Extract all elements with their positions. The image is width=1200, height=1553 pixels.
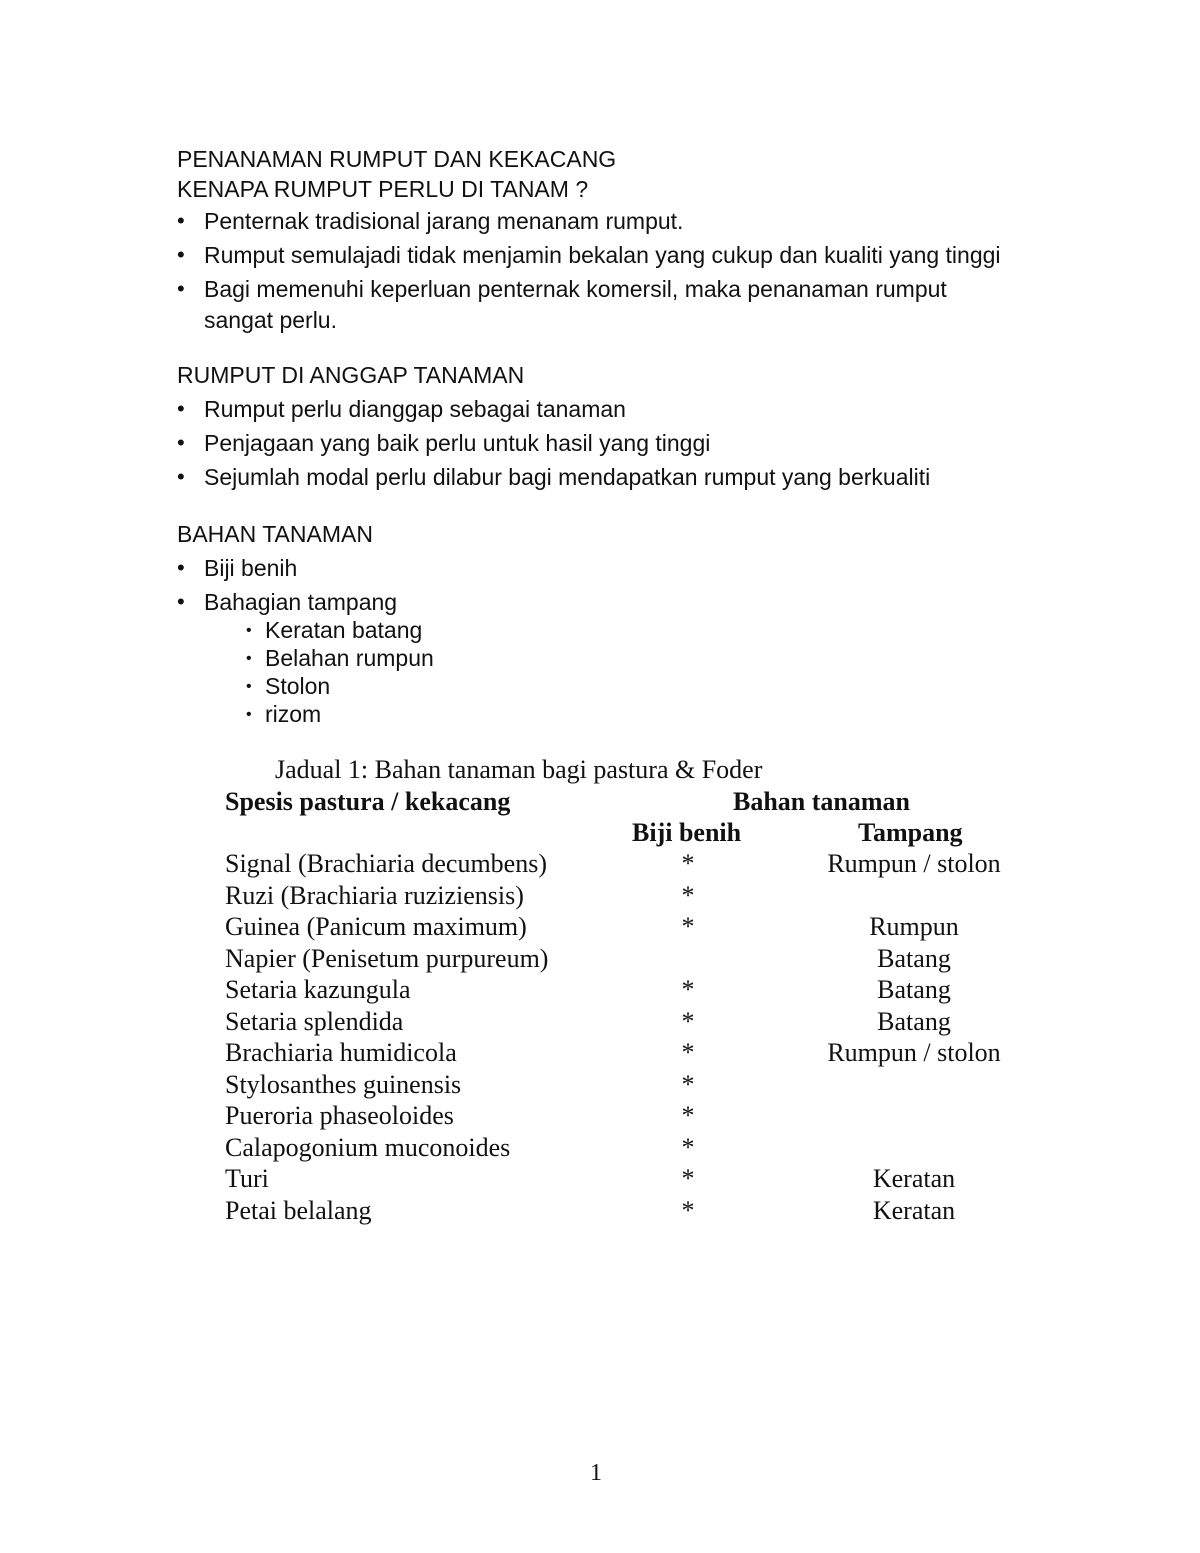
table-cell-seed: * bbox=[681, 849, 695, 878]
heading-title: PENANAMAN RUMPUT DAN KEKACANG bbox=[177, 146, 617, 172]
table-cell-species: Signal (Brachiaria decumbens) bbox=[225, 849, 547, 878]
sub-list-item: Belahan rumpun bbox=[265, 645, 434, 671]
table-cell-species: Napier (Penisetum purpureum) bbox=[225, 944, 549, 973]
table-cell-species: Setaria kazungula bbox=[225, 975, 411, 1004]
bullet-icon: • bbox=[177, 464, 185, 489]
list-item: Rumput semulajadi tidak menjamin bekalan yang cukup dan kualiti yang tinggi bbox=[204, 242, 1001, 268]
list-item: Bahagian tampang bbox=[204, 589, 398, 615]
table-caption: Jadual 1: Bahan tanaman bagi pastura & Foder bbox=[275, 755, 763, 784]
list-item: Rumput perlu dianggap sebagai tanaman bbox=[204, 396, 626, 422]
table-cell-cutting: Batang bbox=[877, 944, 951, 973]
table-cell-seed: * bbox=[681, 1196, 695, 1225]
table-cell-cutting: Keratan bbox=[872, 1196, 956, 1225]
bullet-icon: • bbox=[177, 555, 185, 580]
table-cell-seed: * bbox=[681, 1164, 695, 1193]
page-number: 1 bbox=[590, 1460, 602, 1486]
table-cell-cutting: Batang bbox=[877, 975, 951, 1004]
bullet-icon: • bbox=[177, 396, 185, 421]
bullet-icon: • bbox=[177, 589, 185, 614]
table-cell-cutting: Rumpun bbox=[869, 912, 959, 941]
table-cell-seed: * bbox=[681, 1133, 695, 1162]
table-header-species: Spesis pastura / kekacang bbox=[225, 787, 511, 816]
list-item: Bagi memenuhi keperluan penternak komersil, maka penanaman rumput bbox=[204, 276, 947, 302]
table-cell-seed: * bbox=[681, 1007, 695, 1036]
table-cell-cutting: Rumpun / stolon bbox=[827, 849, 1001, 878]
sub-bullet-icon: • bbox=[246, 678, 252, 695]
table-cell-species: Petai belalang bbox=[225, 1196, 372, 1225]
table-cell-seed: * bbox=[681, 912, 695, 941]
table-cell-species: Pueroria phaseoloides bbox=[225, 1101, 454, 1130]
table-cell-species: Guinea (Panicum maximum) bbox=[225, 912, 527, 941]
sub-list-item: rizom bbox=[265, 701, 322, 727]
table-cell-species: Turi bbox=[225, 1164, 269, 1193]
table-cell-cutting: Keratan bbox=[872, 1164, 956, 1193]
sub-list-item: Stolon bbox=[265, 673, 331, 699]
sub-list-item: Keratan batang bbox=[265, 617, 423, 643]
table-cell-species: Ruzi (Brachiaria ruziziensis) bbox=[225, 881, 524, 910]
table-header-seed: Biji benih bbox=[632, 818, 742, 847]
table-header-material: Bahan tanaman bbox=[733, 787, 910, 816]
section-heading: RUMPUT DI ANGGAP TANAMAN bbox=[177, 362, 525, 388]
bullet-icon: • bbox=[177, 430, 185, 455]
list-item: Sejumlah modal perlu dilabur bagi mendapatkan rumput yang berkualiti bbox=[204, 464, 931, 490]
heading-subtitle: KENAPA RUMPUT PERLU DI TANAM ? bbox=[177, 176, 589, 202]
table-cell-species: Brachiaria humidicola bbox=[225, 1038, 457, 1067]
table-cell-cutting: Batang bbox=[877, 1007, 951, 1036]
list-item: Biji benih bbox=[204, 555, 298, 581]
list-item: Penternak tradisional jarang menanam rumput. bbox=[204, 208, 684, 234]
list-item-continuation: sangat perlu. bbox=[204, 307, 337, 333]
table-header-cutting: Tampang bbox=[858, 818, 963, 847]
table-cell-species: Setaria splendida bbox=[225, 1007, 404, 1036]
section-heading: BAHAN TANAMAN bbox=[177, 521, 373, 547]
bullet-icon: • bbox=[177, 208, 185, 233]
table-cell-seed: * bbox=[681, 1038, 695, 1067]
sub-bullet-icon: • bbox=[246, 650, 252, 667]
table-cell-seed: * bbox=[681, 1101, 695, 1130]
bullet-icon: • bbox=[177, 276, 185, 301]
list-item: Penjagaan yang baik perlu untuk hasil yang tinggi bbox=[204, 430, 711, 456]
sub-bullet-icon: • bbox=[246, 622, 252, 639]
table-cell-seed: * bbox=[681, 975, 695, 1004]
table-cell-species: Stylosanthes guinensis bbox=[225, 1070, 462, 1099]
table-cell-seed: * bbox=[681, 1070, 695, 1099]
sub-bullet-icon: • bbox=[246, 706, 252, 723]
bullet-icon: • bbox=[177, 242, 185, 267]
table-cell-seed: * bbox=[681, 881, 695, 910]
table-cell-cutting: Rumpun / stolon bbox=[827, 1038, 1001, 1067]
table-cell-species: Calapogonium muconoides bbox=[225, 1133, 511, 1162]
